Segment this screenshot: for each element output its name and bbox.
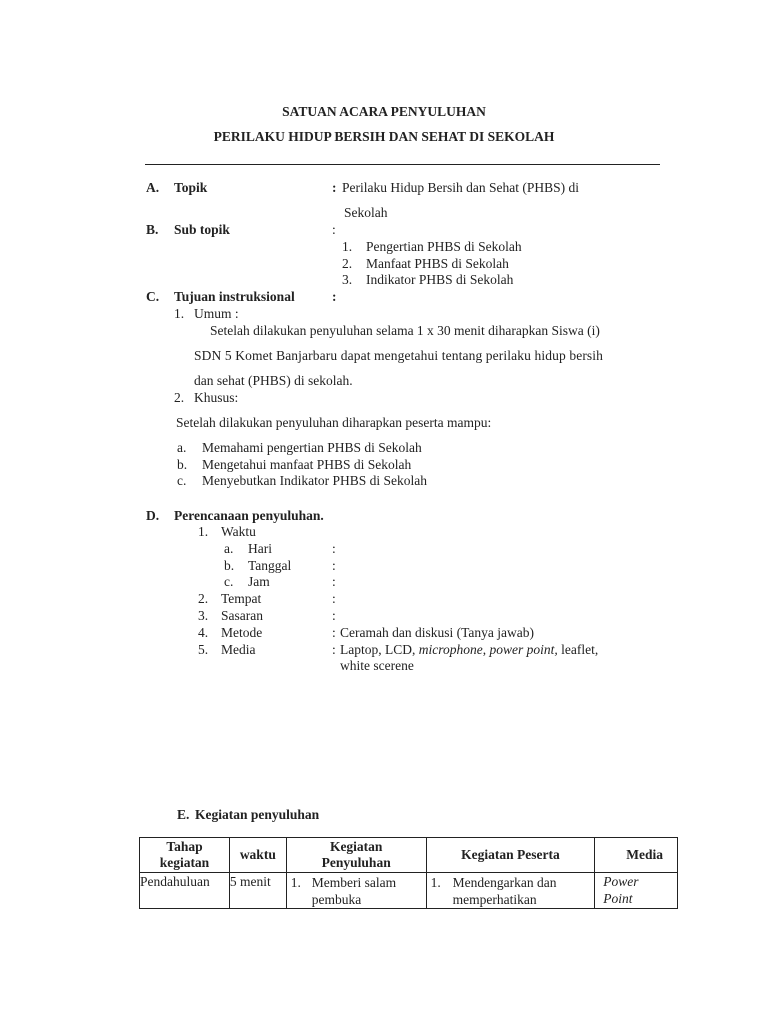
plan-number: 2. [198, 591, 209, 606]
section-c-letter: C. [146, 289, 160, 304]
umum-text-line: dan sehat (PHBS) di sekolah. [194, 373, 353, 388]
document-title: SATUAN ACARA PENYULUHAN [282, 104, 486, 119]
table-header-row [140, 838, 678, 873]
section-a-colon: : [332, 180, 337, 195]
cell-kegiatan-penyuluhan [286, 873, 426, 909]
media-text-line: Power [603, 874, 639, 889]
section-e-label: Kegiatan penyuluhan [195, 807, 320, 822]
document-subtitle: PERILAKU HIDUP BERSIH DAN SEHAT DI SEKOLAH [213, 129, 555, 144]
section-c-colon: : [332, 289, 337, 304]
section-b-colon: : [332, 222, 336, 237]
khusus-item: Memahami pengertian PHBS di Sekolah [202, 440, 422, 455]
kegiatan-peserta-item [427, 873, 595, 908]
waktu-item-letter: a. [224, 541, 234, 556]
cell-tahap: Pendahuluan [140, 873, 230, 909]
kegiatan-penyuluhan-item [287, 873, 426, 908]
khusus-item: Mengetahui manfaat PHBS di Sekolah [202, 457, 412, 472]
umum-text-line: Setelah dilakukan penyuluhan selama 1 x 30 menit diharapkan Siswa (i) [210, 323, 600, 338]
header-tahap: Tahap kegiatan [140, 838, 230, 873]
subtopic-item: Indikator PHBS di Sekolah [366, 272, 514, 287]
khusus-item-letter: a. [177, 440, 187, 455]
media-number: 5. [198, 642, 209, 657]
header-divider [145, 164, 660, 165]
header-kegiatan-penyuluhan: Kegiatan Penyuluhan [286, 838, 426, 873]
item-text-line: memperhatikan [452, 892, 537, 907]
media-label: Media [221, 642, 256, 657]
section-a-label: Topik [174, 180, 208, 195]
waktu-item-label: Hari [248, 541, 272, 556]
khusus-item-letter: b. [177, 457, 188, 472]
plan-label: Sasaran [221, 608, 263, 623]
khusus-item-letter: c. [177, 473, 187, 488]
item-text-line: Memberi salam [311, 875, 397, 890]
plan-number: 3. [198, 608, 209, 623]
header-waktu: waktu [229, 838, 286, 873]
media-text-line: Point [603, 891, 633, 906]
media-value-text: leaflet, [557, 642, 599, 657]
waktu-number: 1. [198, 524, 209, 539]
section-c-label: Tujuan instruksional [174, 289, 295, 304]
cell-media [595, 873, 678, 909]
item-text-line: pembuka [311, 892, 362, 907]
subtopic-item: Pengertian PHBS di Sekolah [366, 239, 522, 254]
waktu-item-colon: : [332, 558, 336, 573]
media-value-cont: white scerene [340, 658, 414, 673]
table-row [140, 873, 678, 909]
header-kegiatan-peserta: Kegiatan Peserta [426, 838, 595, 873]
plan-value: Ceramah dan diskusi (Tanya jawab) [340, 625, 534, 640]
media-value-text: Laptop, LCD, [340, 642, 419, 657]
item-number: 1. [430, 875, 441, 890]
waktu-item-colon: : [332, 541, 336, 556]
kegiatan-table [139, 837, 678, 909]
section-b-letter: B. [146, 222, 159, 237]
section-d-letter: D. [146, 508, 160, 523]
waktu-item-label: Tanggal [248, 558, 292, 573]
section-a-value-cont: Sekolah [344, 205, 388, 220]
plan-label: Tempat [221, 591, 262, 606]
section-a-letter: A. [146, 180, 160, 195]
media-value-powerpoint: power point, [489, 642, 558, 657]
waktu-item-label: Jam [248, 574, 270, 589]
section-a-value: Perilaku Hidup Bersih dan Sehat (PHBS) di [342, 180, 579, 195]
header-media: Media [595, 838, 678, 873]
subtopic-number: 1. [342, 239, 353, 254]
subtopic-number: 2. [342, 256, 353, 271]
khusus-label: Khusus: [194, 390, 239, 405]
waktu-item-colon: : [332, 574, 336, 589]
cell-kegiatan-peserta [426, 873, 595, 909]
plan-label: Metode [221, 625, 263, 640]
umum-text-line: SDN 5 Komet Banjarbaru dapat mengetahui tentang perilaku hidup bersih [194, 348, 604, 363]
item-number: 1. [290, 875, 301, 890]
khusus-intro: Setelah dilakukan penyuluhan diharapkan peserta mampu: [176, 415, 492, 430]
section-e-letter: E. [177, 807, 190, 822]
plan-colon: : [332, 608, 336, 623]
waktu-item-letter: b. [224, 558, 235, 573]
cell-waktu: 5 menit [229, 873, 286, 909]
media-value-microphone: microphone [418, 642, 483, 657]
media-value-text: , [482, 642, 490, 657]
umum-label: Umum : [194, 306, 239, 321]
section-b-label: Sub topik [174, 222, 230, 237]
plan-colon: : [332, 625, 336, 640]
waktu-item-letter: c. [224, 574, 234, 589]
subtopic-item: Manfaat PHBS di Sekolah [366, 256, 509, 271]
section-d-label: Perencanaan penyuluhan. [174, 508, 324, 523]
subtopic-number: 3. [342, 272, 353, 287]
umum-number: 1. [174, 306, 185, 321]
plan-colon: : [332, 591, 336, 606]
item-text-line: Mendengarkan dan [452, 875, 557, 890]
media-colon: : [332, 642, 336, 657]
khusus-item: Menyebutkan Indikator PHBS di Sekolah [202, 473, 427, 488]
plan-number: 4. [198, 625, 209, 640]
khusus-number: 2. [174, 390, 185, 405]
media-value [340, 642, 598, 658]
waktu-label: Waktu [221, 524, 256, 539]
